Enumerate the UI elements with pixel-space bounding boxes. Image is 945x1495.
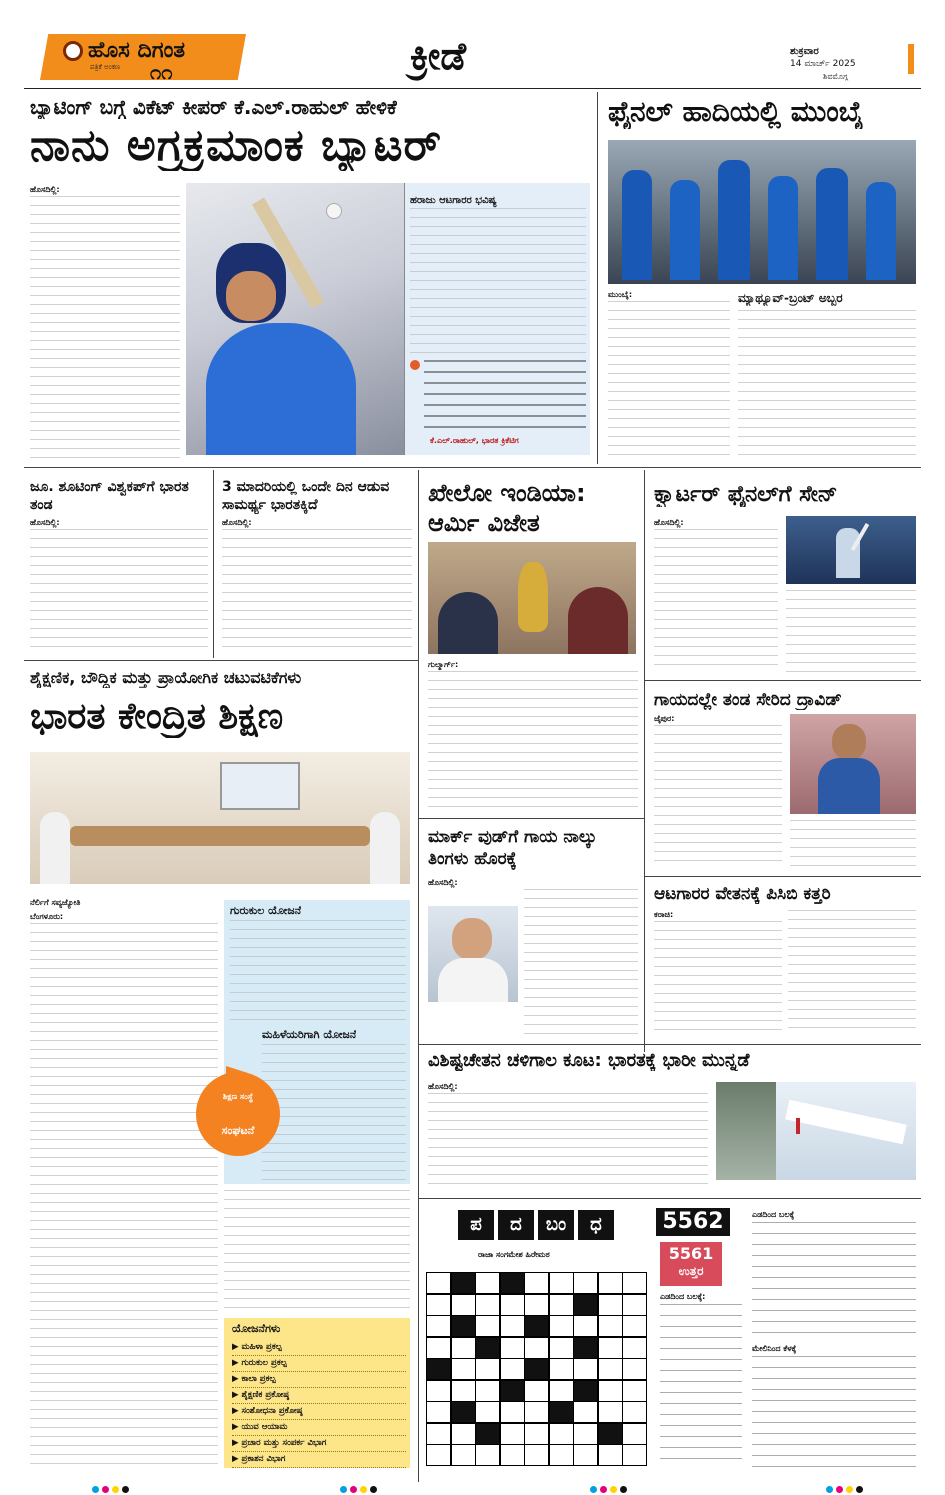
clues-down-list (752, 1356, 916, 1468)
crossword-cell[interactable] (475, 1315, 500, 1337)
brand-name: ಹೊಸ ದಿಗಂತ (88, 38, 186, 63)
crossword-cell[interactable] (598, 1380, 623, 1402)
edu-dateline: ಬೆಂಗಳೂರು: (30, 912, 64, 921)
crossword-cell[interactable] (598, 1294, 623, 1316)
crossword-cell[interactable] (500, 1315, 525, 1337)
page-number: ೧೧ (150, 60, 173, 84)
crossword-cell[interactable] (475, 1358, 500, 1380)
lead-body-col1 (30, 196, 180, 458)
crossword-cell[interactable] (524, 1337, 549, 1359)
lead-quote (424, 360, 586, 430)
gurukula-box-body (230, 920, 406, 1028)
khelo-body (428, 671, 638, 811)
crossword-cell[interactable] (598, 1358, 623, 1380)
crossword-cell[interactable] (500, 1444, 525, 1466)
crossword-cell[interactable] (524, 1423, 549, 1445)
crossword-cell[interactable] (573, 1358, 598, 1380)
crossword-cell[interactable] (426, 1380, 451, 1402)
crossword-cell[interactable] (500, 1358, 525, 1380)
crossword-cell[interactable] (573, 1315, 598, 1337)
crossword-cell (475, 1337, 500, 1359)
crossword-cell (524, 1315, 549, 1337)
puzzle-number: 5562 (656, 1208, 730, 1236)
puzzle-author: ರಾಜಾ ಸಂಗಮೇಶ ಹಿರೇಮಠ (478, 1250, 550, 1259)
brand-tagline: ಪತ್ರಿಕೆ ಅಂಕಣ (90, 63, 120, 71)
crossword-cell[interactable] (524, 1444, 549, 1466)
crossword-cell[interactable] (426, 1315, 451, 1337)
crossword-cell[interactable] (426, 1272, 451, 1294)
crossword-cell[interactable] (598, 1401, 623, 1423)
mumbai-team-photo (608, 140, 916, 284)
prev-puzzle-number: 5561 (668, 1244, 714, 1263)
puzzle-title-tile: ದ (498, 1210, 534, 1240)
crossword-cell[interactable] (426, 1423, 451, 1445)
clues-right-list (752, 1222, 916, 1340)
crossword-cell[interactable] (426, 1444, 451, 1466)
pcb-headline: ಆಟಗಾರರ ವೇತನಕ್ಕೆ ಪಿಸಿಬಿ ಕತ್ತರಿ (654, 884, 831, 904)
crossword-cell[interactable] (451, 1380, 476, 1402)
crossword-cell[interactable] (451, 1444, 476, 1466)
crossword-cell (451, 1272, 476, 1294)
crossword-cell[interactable] (451, 1294, 476, 1316)
crossword-cell[interactable] (500, 1423, 525, 1445)
final-body-col2 (738, 310, 916, 459)
crossword-cell (451, 1401, 476, 1423)
khelo-headline: ಖೇಲೋ ಇಂಡಿಯಾ: ಆರ್ಮಿ ವಿಜೇತ (428, 479, 586, 537)
women-box-body (262, 1044, 406, 1180)
edu-body-col1 (30, 923, 218, 1468)
crossword-cell[interactable] (549, 1380, 574, 1402)
winter-body (428, 1093, 708, 1191)
clues-across-title: ಎಡದಿಂದ ಬಲಕ್ಕೆ: (660, 1292, 706, 1301)
scheme-item: ▶ ಕಾಲಾ ಪ್ರಕಲ್ಪ (232, 1372, 406, 1388)
crossword-cell[interactable] (475, 1272, 500, 1294)
crossword-cell[interactable] (622, 1423, 647, 1445)
scheme-item: ▶ ಶೈಕ್ಷಣಿಕ ಪ್ರಕೋಷ್ಠ (232, 1388, 406, 1404)
crossword-cell (573, 1337, 598, 1359)
crossword-cell (475, 1423, 500, 1445)
pcb-dateline: ಕರಾಚಿ: (654, 910, 674, 919)
crossword-cell[interactable] (622, 1315, 647, 1337)
crossword-cell[interactable] (451, 1423, 476, 1445)
crossword-cell[interactable] (500, 1294, 525, 1316)
schemes-list (232, 1340, 406, 1468)
crossword-cell[interactable] (573, 1401, 598, 1423)
issue-day: ಶುಕ್ರವಾರ (790, 46, 819, 57)
dravid-body-col1 (654, 725, 782, 867)
sen-body-col1 (654, 529, 778, 671)
crossword-cell (500, 1272, 525, 1294)
scheme-item: ▶ ಸಂಶೋಧನಾ ಪ್ರಕೋಷ್ಠ (232, 1404, 406, 1420)
wood-dateline: ಹೊಸದಿಲ್ಲಿ: (428, 878, 458, 887)
sen-badminton-photo (786, 516, 916, 584)
khelo-trophy-photo (428, 542, 636, 654)
clues-across-list (660, 1304, 742, 1468)
dravid-dateline: ಜೈಪುರ: (654, 714, 675, 723)
crossword-cell[interactable] (573, 1423, 598, 1445)
crossword-cell (573, 1380, 598, 1402)
edu-headline: ಭಾರತ ಕೇಂದ್ರಿತ ಶಿಕ್ಷಣ (30, 696, 284, 737)
crossword-cell[interactable] (426, 1294, 451, 1316)
crossword-cell[interactable] (622, 1337, 647, 1359)
edu-points (224, 1190, 410, 1308)
crossword-cell[interactable] (549, 1294, 574, 1316)
crossword-cell[interactable] (549, 1444, 574, 1466)
lead-sidebar-body (410, 208, 586, 356)
wood-body (524, 889, 638, 1039)
edu-meeting-photo (30, 752, 410, 884)
khelo-dateline: ಗುಲ್ಮಾರ್ಗ್: (428, 660, 459, 669)
final-subhead: ಮ್ಯಾಥ್ಯೂವ್-ಬ್ರಂಟ್ ಅಬ್ಬರ (738, 291, 843, 305)
pcb-body-col2 (788, 910, 916, 1031)
junior-dateline: ಹೊಸದಿಲ್ಲಿ: (30, 518, 60, 527)
dravid-body-col2 (790, 820, 916, 868)
scheme-item: ▶ ಗುರುಕುಲ ಪ್ರಕಲ್ಪ (232, 1356, 406, 1372)
puzzle-title-tile: ಧ (578, 1210, 614, 1240)
crossword-cell[interactable] (598, 1444, 623, 1466)
crossword-cell[interactable] (524, 1401, 549, 1423)
scheme-item: ▶ ಪ್ರಕಾಶನ ವಿಭಾಗ (232, 1452, 406, 1468)
crossword-cell[interactable] (549, 1423, 574, 1445)
prev-answer-label: ಉತ್ತರ (678, 1264, 704, 1278)
crossword-cell[interactable] (598, 1272, 623, 1294)
dravid-photo (790, 714, 916, 814)
women-box-title: ಮಹಿಳೆಯರಿಗಾಗಿ ಯೋಜನೆ (262, 1028, 357, 1041)
crossword-cell[interactable] (573, 1444, 598, 1466)
pcb-body-col1 (654, 921, 782, 1031)
crossword-cell (451, 1315, 476, 1337)
crossword-cell[interactable] (524, 1380, 549, 1402)
crossword-cell[interactable] (549, 1315, 574, 1337)
crossword-cell[interactable] (426, 1401, 451, 1423)
edu-kicker: ಶೈಕ್ಷಣಿಕ, ಬೌದ್ಧಿಕ ಮತ್ತು ಪ್ರಾಯೋಗಿಕ ಚಟುವಟಿಕೆಗಳು (30, 668, 302, 687)
crossword-cell (598, 1423, 623, 1445)
format-dateline: ಹೊಸದಿಲ್ಲಿ: (222, 518, 252, 527)
scheme-item: ▶ ಯುವ ಆಯಾಮ (232, 1420, 406, 1436)
clues-right-title: ಎಡದಿಂದ ಬಲಕ್ಕೆ (752, 1210, 795, 1219)
crossword-cell (524, 1358, 549, 1380)
crossword-cell[interactable] (573, 1272, 598, 1294)
clues-down-title: ಮೇಲಿನಿಂದ ಕೆಳಕ್ಕೆ (752, 1344, 797, 1353)
crossword-cell[interactable] (524, 1294, 549, 1316)
sen-headline: ಕ್ವಾರ್ಟರ್ ಫೈನಲ್‌ಗೆ ಸೇನ್ (654, 482, 838, 507)
crossword-cell[interactable] (475, 1294, 500, 1316)
final-dateline: ಮುಂಬೈ: (608, 290, 633, 299)
crossword-grid[interactable] (426, 1272, 650, 1470)
quote-credit: ಕೆ.ಎಲ್.ರಾಹುಲ್, ಭಾರತ ಕ್ರಿಕೆಟಿಗ (430, 436, 519, 445)
rahul-photo (186, 183, 404, 455)
section-title: ಕ್ರೀಡೆ (410, 34, 467, 78)
sen-dateline: ಹೊಸದಿಲ್ಲಿ: (654, 518, 684, 527)
edu-byline: ನೆರ್ಲಿಗೆ ಸವ್ಯಜ್ಯೋತಿ (30, 898, 81, 907)
crossword-cell[interactable] (598, 1337, 623, 1359)
lead-kicker: ಬ್ಯಾಟಿಂಗ್ ಬಗ್ಗೆ ವಿಕೆಟ್ ಕೀಪರ್ ಕೆ.ಎಲ್.ರಾಹುಲ್ ಹೇಳಿಕೆ (30, 95, 397, 119)
winter-ski-photo (716, 1082, 916, 1180)
crossword-cell[interactable] (451, 1337, 476, 1359)
crossword-cell[interactable] (622, 1444, 647, 1466)
winter-headline: ವಿಶಿಷ್ಟಚೇತನ ಚಳಿಗಾಲ ಕೂಟ: ಭಾರತಕ್ಕೆ ಭಾರೀ ಮುನ್ನಡೆ (428, 1050, 750, 1071)
issue-date: 14 ಮಾರ್ಚ್ 2025 (790, 59, 856, 69)
final-headline: ಫೈನಲ್ ಹಾದಿಯಲ್ಲಿ ಮುಂಬೈ (608, 95, 864, 128)
format-headline: 3 ಮಾದರಿಯಲ್ಲಿ ಒಂದೇ ದಿನ ಆಡುವ ಸಾಮರ್ಥ್ಯ ಭಾರತಕ್ಕಿದೆ (222, 479, 390, 513)
accent-bar (908, 44, 914, 74)
crossword-cell (426, 1358, 451, 1380)
issue-city: ಶಿವಮೊಗ್ಗ (823, 72, 848, 81)
crossword-cell[interactable] (549, 1358, 574, 1380)
crossword-cell[interactable] (549, 1272, 574, 1294)
crossword-cell[interactable] (475, 1444, 500, 1466)
quote-icon (410, 360, 420, 370)
crossword-cell (573, 1294, 598, 1316)
logo-bottom-text: ಸಂಘಟನೆ (221, 1124, 255, 1137)
crossword-cell[interactable] (622, 1272, 647, 1294)
crossword-cell[interactable] (500, 1401, 525, 1423)
crossword-cell[interactable] (622, 1401, 647, 1423)
sen-body-col2 (786, 590, 916, 672)
crossword-cell[interactable] (475, 1380, 500, 1402)
crossword-cell[interactable] (475, 1401, 500, 1423)
schemes-title: ಯೋಜನೆಗಳು (232, 1322, 281, 1335)
gurukula-box-title: ಗುರುಕುಲ ಯೋಜನೆ (230, 904, 302, 917)
junior-body (30, 529, 208, 653)
winter-dateline: ಹೊಸದಿಲ್ಲಿ: (428, 1082, 458, 1091)
crossword-cell (500, 1380, 525, 1402)
puzzle-title-tile: ಪ (458, 1210, 494, 1240)
lead-headline: ನಾನು ಅಗ್ರಕ್ರಮಾಂಕ ಬ್ಯಾಟರ್ (30, 120, 442, 171)
crossword-cell[interactable] (500, 1337, 525, 1359)
crossword-cell[interactable] (524, 1272, 549, 1294)
wood-photo (428, 906, 518, 1002)
scheme-item: ▶ ಮಹಿಳಾ ಪ್ರಕಲ್ಪ (232, 1340, 406, 1356)
dravid-headline: ಗಾಯದಲ್ಲೇ ತಂಡ ಸೇರಿದ ದ್ರಾವಿಡ್ (654, 690, 842, 710)
wood-headline: ಮಾರ್ಕ್ ವುಡ್‌ಗೆ ಗಾಯ ನಾಲ್ಕು ತಿಂಗಳು ಹೊರಕ್ಕೆ (428, 827, 597, 869)
final-body-col1 (608, 301, 730, 459)
scheme-item: ▶ ಪ್ರಚಾರ ಮತ್ತು ಸಂಪರ್ಕ ವಿಭಾಗ (232, 1436, 406, 1452)
brand-logo-icon (63, 41, 83, 61)
junior-headline: ಜೂ. ಶೂಟಿಂಗ್ ವಿಶ್ವಕಪ್‌ಗೆ ಭಾರತ ತಂಡ (30, 479, 189, 513)
crossword-cell[interactable] (598, 1315, 623, 1337)
crossword-cell[interactable] (622, 1294, 647, 1316)
crossword-cell[interactable] (549, 1337, 574, 1359)
organisation-logo (196, 1072, 280, 1156)
puzzle-title-tile: ಬಂ (538, 1210, 574, 1240)
logo-top-text: ಶಿಕ್ಷಣ ಸಂಸ್ಥೆ (222, 1092, 254, 1101)
crossword-cell (549, 1401, 574, 1423)
format-body (222, 529, 412, 653)
crossword-cell[interactable] (622, 1358, 647, 1380)
crossword-cell[interactable] (622, 1380, 647, 1402)
lead-dateline: ಹೊಸದಿಲ್ಲಿ: (30, 185, 60, 194)
crossword-cell[interactable] (426, 1337, 451, 1359)
lead-sidebar-title: ಹರಾಜು ಆಟಗಾರರ ಭವಿಷ್ಯ (410, 195, 497, 206)
crossword-cell[interactable] (451, 1358, 476, 1380)
